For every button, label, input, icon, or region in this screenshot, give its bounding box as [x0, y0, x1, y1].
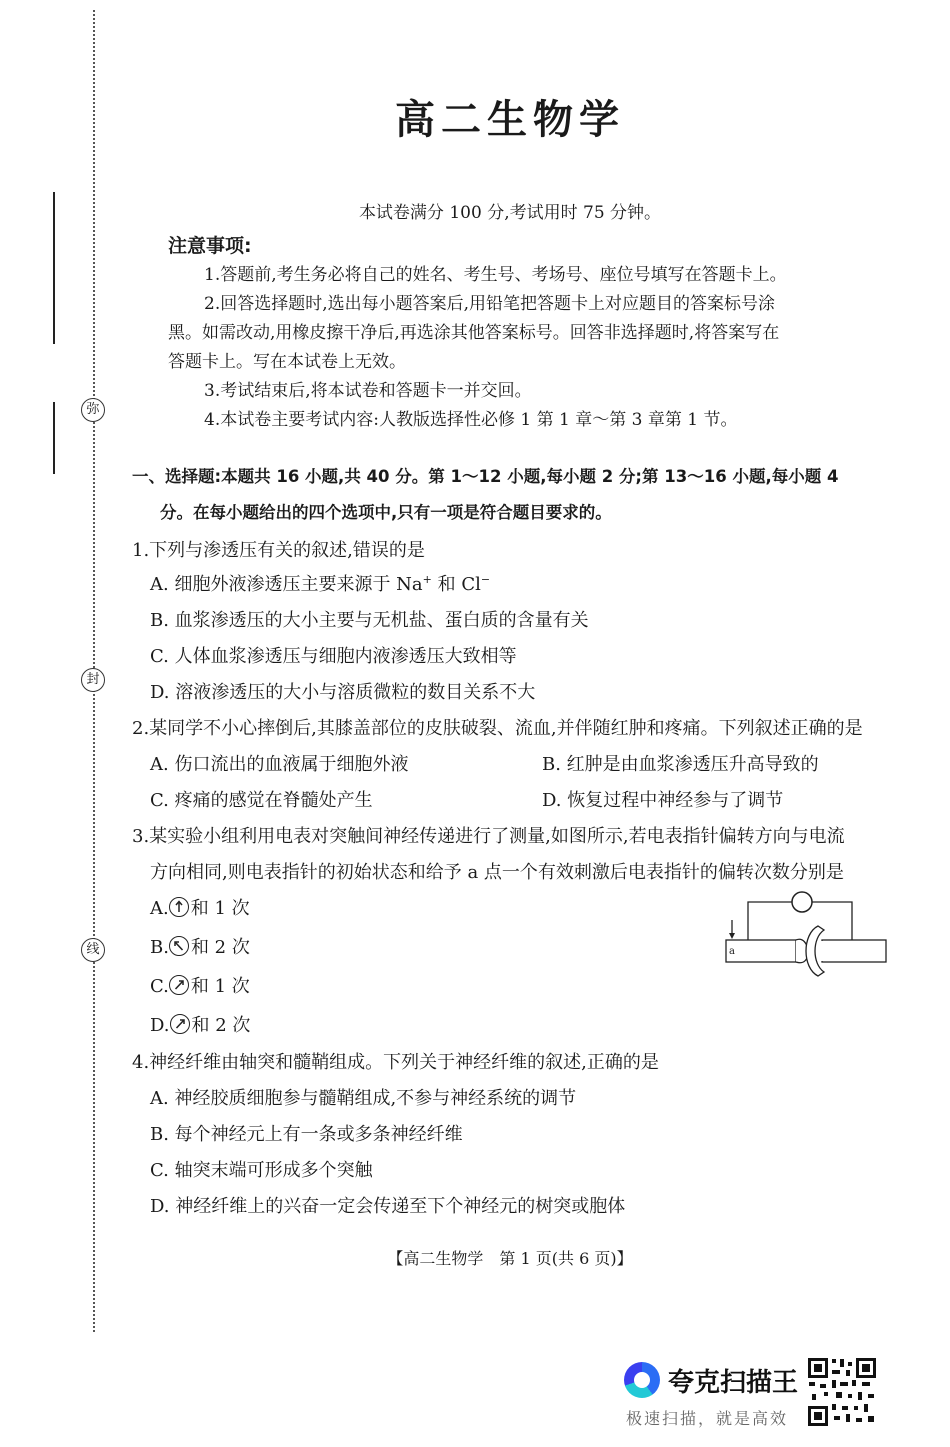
exam-subtitle: 本试卷满分 100 分,考试用时 75 分钟。 [358, 203, 662, 223]
q4-option-d: D. 神经纤维上的兴奋一定会传递至下个神经元的树突或胞体 [150, 1196, 626, 1217]
q3-option-d: D. 和 2 次 [150, 1015, 251, 1036]
notice-heading: 注意事项: [168, 235, 252, 257]
synapse-meter-figure [718, 890, 890, 982]
exam-title: 高二生物学 [395, 97, 625, 143]
section-1-instructions-line-1: 一、选择题:本题共 16 小题,共 40 分。第 1～12 小题,每小题 2 分;第 13～16 小题,每小题 4 [132, 467, 839, 486]
q3-option-b: B. 和 2 次 [150, 937, 250, 958]
meter-circle [792, 892, 812, 912]
presynaptic-axon [726, 940, 796, 962]
scanner-brand-name: 夸克扫描王 [668, 1368, 799, 1398]
notice-line-4: 答题卡上。写在本试卷上无效。 [168, 352, 406, 372]
q3-stem-line-2: 方向相同,则电表指针的初始状态和给予 a 点一个有效刺激后电表指针的偏转次数分别是 [150, 862, 844, 883]
meter-needle-left-icon [169, 936, 189, 956]
q4-option-a: A. 神经胶质细胞参与髓鞘组成,不参与神经系统的调节 [150, 1088, 577, 1109]
meter-needle-right-icon [170, 1014, 190, 1034]
notice-line-6: 4.本试卷主要考试内容:人教版选择性必修 1 第 1 章～第 3 章第 1 节。 [204, 410, 738, 430]
q2-option-d: D. 恢复过程中神经参与了调节 [542, 790, 784, 811]
q4-option-b: B. 每个神经元上有一条或多条神经纤维 [150, 1124, 463, 1145]
point-a-label: a [729, 946, 735, 957]
scanner-logo-icon [624, 1362, 660, 1398]
notice-line-3: 黑。如需改动,用橡皮擦干净后,再选涂其他答案标号。回答非选择题时,将答案写在 [168, 323, 780, 343]
notice-line-5: 3.考试结束后,将本试卷和答题卡一并交回。 [204, 381, 532, 401]
notice-line-1: 1.答题前,考生务必将自己的姓名、考生号、考场号、座位号填写在答题卡上。 [204, 265, 787, 285]
page-footer: 【高二生物学 第 1 页(共 6 页)】 [387, 1249, 633, 1268]
seal-mi: 弥 [81, 398, 105, 422]
stimulus-arrow-head [729, 933, 735, 939]
meter-needle-up-icon [169, 897, 189, 917]
seal-feng: 封 [81, 668, 105, 692]
q3-stem-line-1: 3.某实验小组利用电表对突触间神经传递进行了测量,如图所示,若电表指针偏转方向与电流 [132, 826, 845, 847]
q4-option-c: C. 轴突末端可形成多个突触 [150, 1160, 373, 1181]
q3-option-a: A. 和 1 次 [150, 898, 250, 919]
q3-option-c: C. 和 1 次 [150, 976, 250, 997]
qr-code-icon [806, 1356, 878, 1428]
q1-option-b: B. 血浆渗透压的大小主要与无机盐、蛋白质的含量有关 [150, 610, 589, 631]
q2-option-c: C. 疼痛的感觉在脊髓处产生 [150, 790, 373, 811]
notice-line-2: 2.回答选择题时,选出每小题答案后,用铅笔把答题卡上对应题目的答案标号涂 [204, 294, 776, 314]
q2-option-a: A. 伤口流出的血液属于细胞外液 [150, 754, 409, 775]
q1-option-d: D. 溶液渗透压的大小与溶质微粒的数目关系不大 [150, 682, 536, 703]
section-1-instructions-line-2: 分。在每小题给出的四个选项中,只有一项是符合题目要求的。 [160, 503, 612, 522]
seal-xian: 线 [81, 938, 105, 962]
meter-needle-right-icon [169, 975, 189, 995]
margin-bar-bottom [53, 402, 55, 474]
q1-stem: 1.下列与渗透压有关的叙述,错误的是 [132, 540, 425, 561]
q1-option-c: C. 人体血浆渗透压与细胞内液渗透压大致相等 [150, 646, 517, 667]
scanner-watermark [624, 1358, 804, 1434]
scanner-slogan: 极速扫描，就是高效 [626, 1409, 789, 1428]
q1-option-a: A. 细胞外液渗透压主要来源于 Na+ 和 Cl− [150, 573, 491, 595]
postsynaptic-fiber [822, 940, 886, 962]
q4-stem: 4.神经纤维由轴突和髓鞘组成。下列关于神经纤维的叙述,正确的是 [132, 1052, 659, 1073]
q2-stem: 2.某同学不小心摔倒后,其膝盖部位的皮肤破裂、流血,并伴随红肿和疼痛。下列叙述正确的是 [132, 718, 863, 739]
q2-option-b: B. 红肿是由血浆渗透压升高导致的 [542, 754, 819, 775]
